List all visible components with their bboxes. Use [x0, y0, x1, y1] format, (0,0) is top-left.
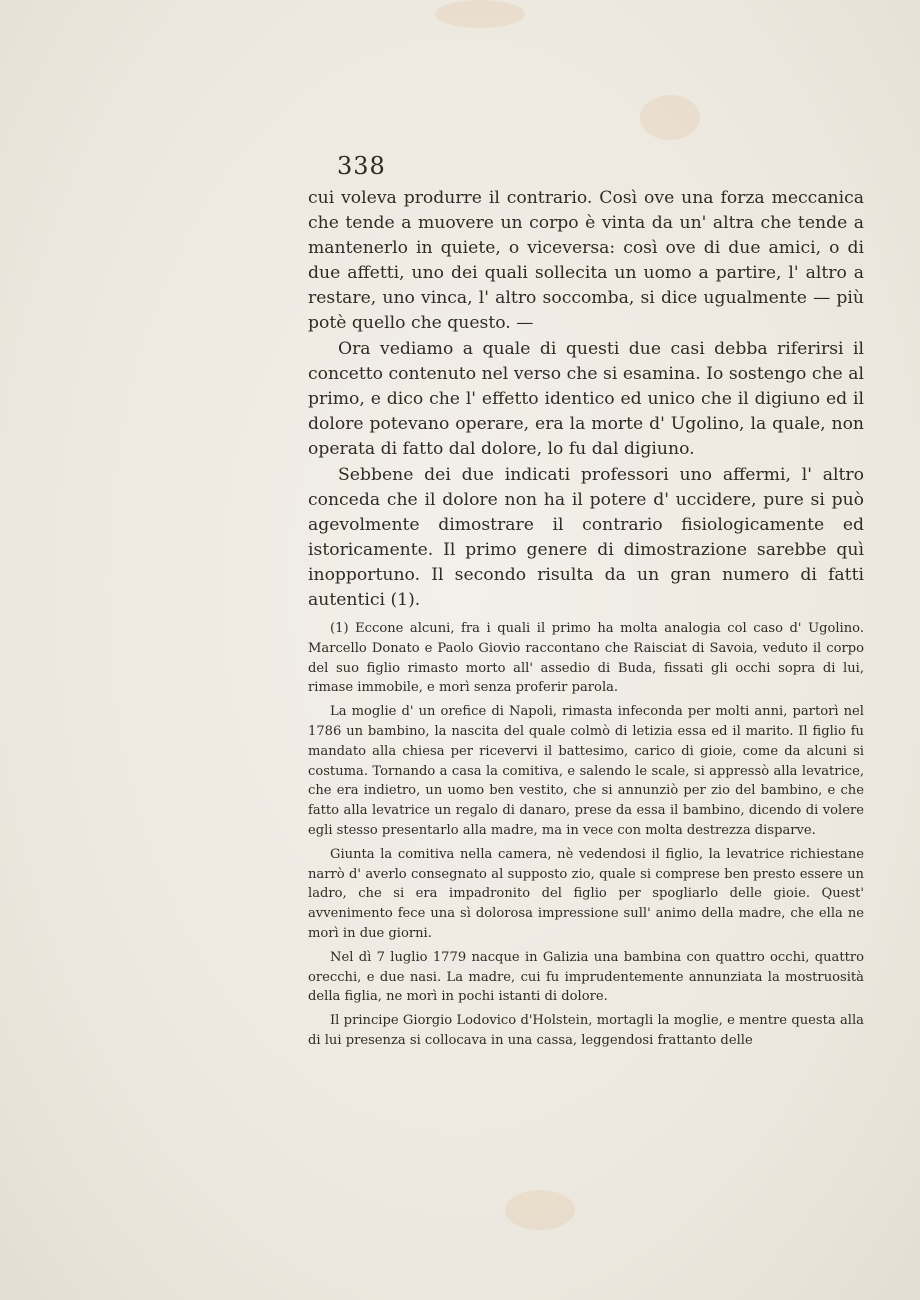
- main-text: [308, 186, 864, 613]
- footnote-paragraph: (1) Eccone alcuni, fra i quali il primo ha molta analogia col caso d' Ugolino. Marcello Donato e Paolo Giovio raccontano che Raisciat di Savoia, veduto il corpo del suo figlio rimasto morto all' assedio di Buda, fissati gli occhi sopra di lui, rimase immobile, e morì senza proferir parola.: [308, 621, 864, 696]
- footnote-paragraph: La moglie d' un orefice di Napoli, rimasta infeconda per molti anni, partorì nel 1786 un bambino, la nascita del quale colmò di letizia essa ed il marito. Il figlio fu mandato alla chiesa per ricevervi il battesimo, carico di gioie, come da alcuni si costuma. Tornando a casa la comitiva, e salendo le scale, si appressò alla levatrice, che era indietro, un uomo ben vestito, che si annunziò per zio del bambino, e che fatto alla levatrice un regalo di danaro, prese da essa il bambino, dicendo di volere egli stesso presentarlo alla madre, ma in vece con molta destrezza disparve.: [308, 704, 864, 838]
- body-paragraph: cui voleva produrre il contrario. Così ove una forza meccanica che tende a muovere un corpo è vinta da un' altra che tende a mantenerlo in quiete, o viceversa: così ove di due amici, o di due affetti, uno dei quali sollecita un uomo a partire, l' altro a restare, uno vinca, l' altro soccomba, si dice ugualmente — più potè quello che questo. —: [308, 188, 864, 333]
- footnote-paragraph: Il principe Giorgio Lodovico d'Holstein, mortagli la moglie, e mentre questa alla di lui presenza si collocava in una cassa, leggendosi frattanto delle: [308, 1013, 864, 1048]
- paper-stain: [435, 0, 525, 28]
- paper-stain: [640, 95, 700, 140]
- page-number: 338: [337, 152, 386, 180]
- body-paragraph: Sebbene dei due indicati professori uno affermi, l' altro conceda che il dolore non ha il potere d' uccidere, pure si può agevolmente dimostrare il contrario fisiologicamente ed istoricamente. Il primo genere di dimostrazione sarebbe quì inopportuno. Il secondo risulta da un gran numero di fatti autentici (1).: [308, 465, 864, 610]
- footnote-paragraph: Nel dì 7 luglio 1779 nacque in Galizia una bambina con quattro occhi, quattro orecchi, e due nasi. La madre, cui fu imprudentemente annunziata la mostruosità della figlia, ne morì in pochi istanti di dolore.: [308, 949, 864, 1005]
- footnote: [308, 619, 864, 1055]
- footnote-paragraph: Giunta la comitiva nella camera, nè vedendosi il figlio, la levatrice richiestane narrò d' averlo consegnato al supposto zio, quale si comprese ben presto essere un ladro, che si era impadronito del figlio per spogliarlo delle gioie. Quest' avvenimento fece una sì dolorosa impressione sull' animo della madre, che ella ne morì in due giorni.: [308, 846, 864, 941]
- paper-stain: [505, 1190, 575, 1230]
- body-paragraph: Ora vediamo a quale di questi due casi debba riferirsi il concetto contenuto nel verso che si esamina. Io sostengo che al primo, e dico che l' effetto identico ed unico che il digiuno ed il dolore potevano operare, era la morte d' Ugolino, la quale, non operata di fatto dal dolore, lo fu dal digiuno.: [308, 339, 864, 459]
